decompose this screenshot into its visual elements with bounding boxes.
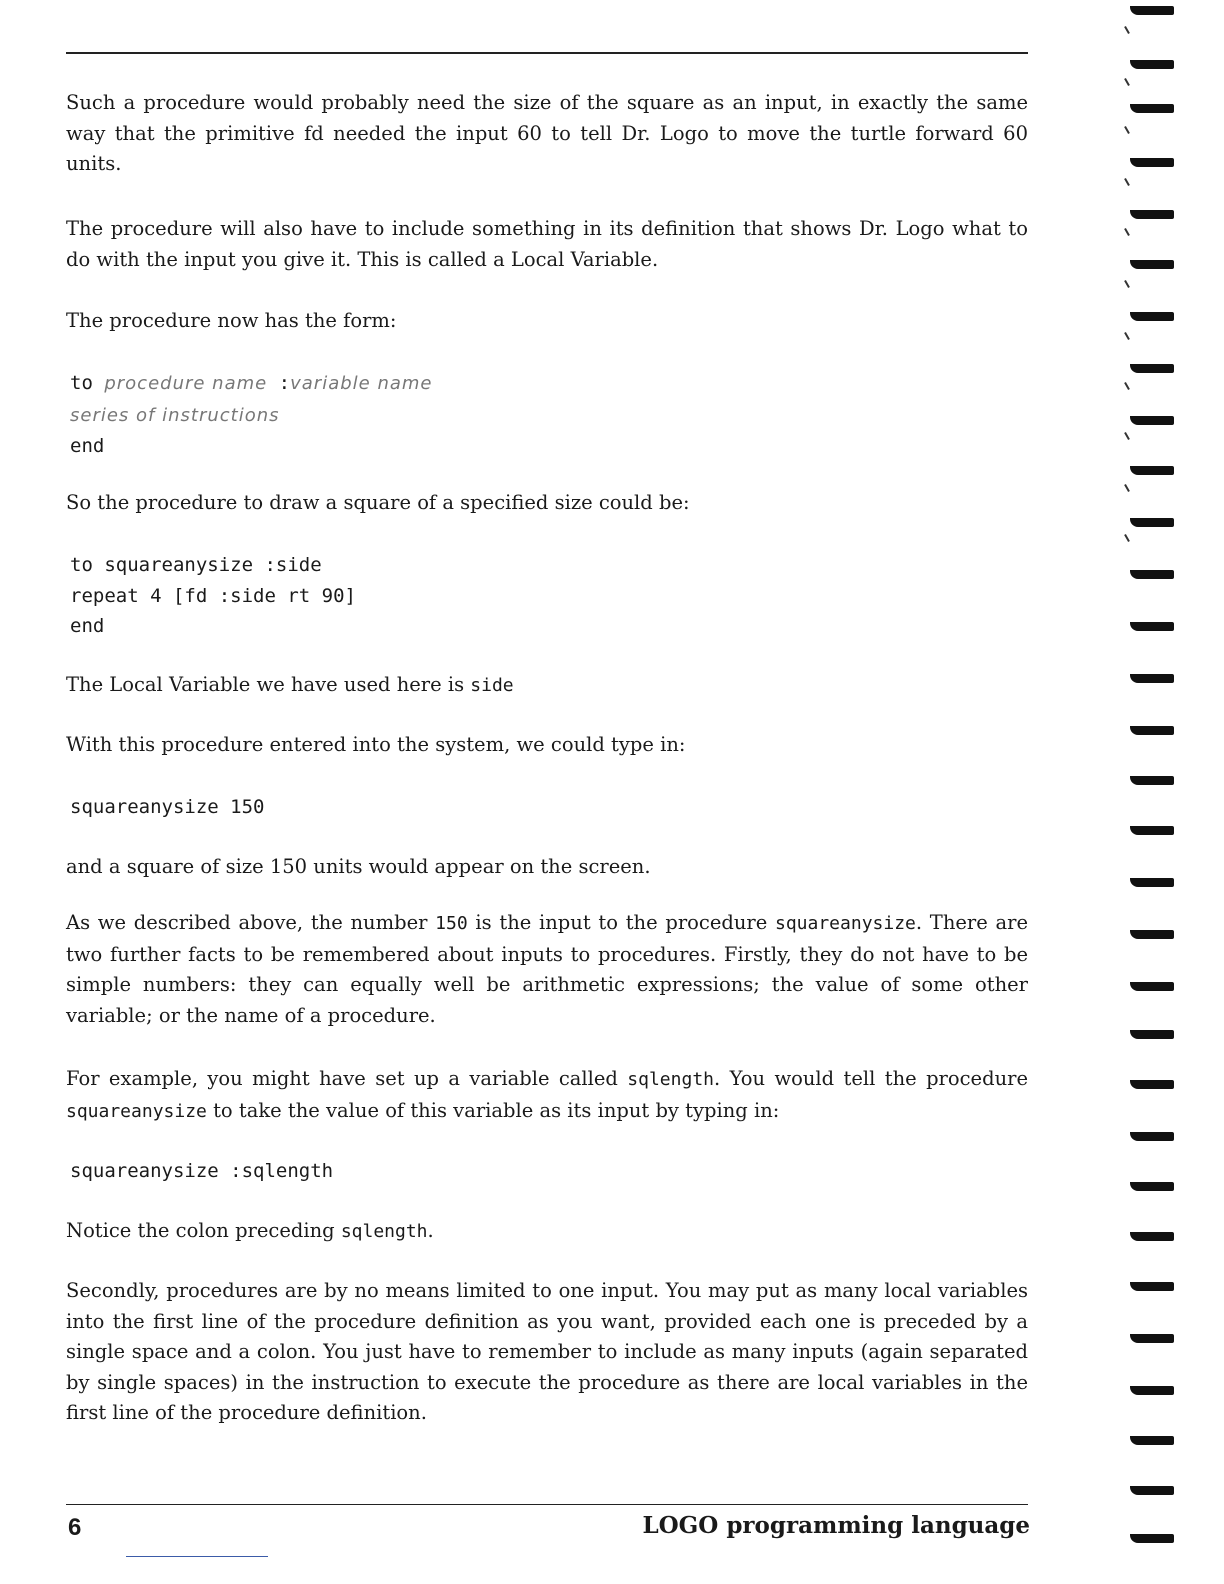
running-footer-title: LOGO programming language <box>642 1512 1030 1539</box>
binding-hole <box>1130 416 1174 425</box>
code-line: squareanysize :sqlength <box>70 1160 334 1182</box>
paragraph-2 <box>66 214 1028 275</box>
binding-hole <box>1130 826 1174 835</box>
paragraph-text: The procedure now has the form: <box>66 309 397 332</box>
paragraph-text: Such a procedure would probably need the size of the square as an input, in exactly the same way that the primitive fd needed the input 60 to tell Dr. Logo to move the turtle forward 60 units. <box>66 91 1028 175</box>
paragraph-text: So the procedure to draw a square of a specified size could be: <box>66 491 690 514</box>
binding-hole <box>1130 104 1174 113</box>
inline-code: sqlength <box>627 1069 714 1090</box>
binding-hole <box>1130 570 1174 579</box>
binding-hole <box>1130 1030 1174 1039</box>
binding-hole <box>1130 776 1174 785</box>
binding-hole <box>1130 158 1174 167</box>
binding-hole <box>1130 466 1174 475</box>
stray-line <box>126 1556 268 1557</box>
binding-hole <box>1130 1386 1174 1395</box>
binding-tick <box>1124 332 1130 340</box>
binding-tick <box>1124 228 1130 236</box>
paragraph-text: The procedure will also have to include something in its definition that shows Dr. Logo what to do with the input you give it. This is called a Local Variable. <box>66 217 1028 271</box>
binding-hole <box>1130 1534 1174 1543</box>
binding-hole <box>1130 210 1174 219</box>
paragraph-8: As we described above, the number 150 is the input to the procedure squareanysize. There are two further facts to be remembered about inputs to procedures. Firstly, they do not have to be simple numbers: they can equally well be arithmetic expressions; the value of some other variable; or the name of a procedure. <box>66 911 1028 1027</box>
binding-hole <box>1130 1486 1174 1495</box>
form-line-3: end <box>70 435 105 457</box>
procedure-form-block <box>70 368 1032 462</box>
binding-hole <box>1130 1182 1174 1191</box>
binding-hole <box>1130 726 1174 735</box>
paragraph-6 <box>66 730 1028 761</box>
binding-hole <box>1130 1080 1174 1089</box>
page-number: 6 <box>68 1514 82 1541</box>
binding-hole <box>1130 1436 1174 1445</box>
inline-code: 150 <box>435 913 468 934</box>
paragraph-11 <box>66 1276 1028 1429</box>
footer-rule <box>66 1504 1028 1505</box>
variable-name-placeholder: variable name <box>290 373 433 394</box>
paragraph-7 <box>66 852 1028 883</box>
paragraph-text: and a square of size 150 units would appear on the screen. <box>66 855 651 878</box>
binding-tick <box>1124 78 1130 86</box>
binding-hole <box>1130 260 1174 269</box>
paragraph-4 <box>66 488 1028 519</box>
binding-hole <box>1130 622 1174 631</box>
inline-code: squareanysize <box>775 913 916 934</box>
binding-hole <box>1130 930 1174 939</box>
binding-hole <box>1130 364 1174 373</box>
binding-tick <box>1124 534 1130 542</box>
code-call-2 <box>70 1156 1032 1187</box>
code-line: repeat 4 [fd :side rt 90] <box>70 584 356 607</box>
inline-code: squareanysize <box>66 1100 207 1122</box>
binding-hole <box>1130 674 1174 683</box>
code-line: end <box>70 615 105 637</box>
series-placeholder: series of instructions <box>70 404 280 426</box>
code-line: to squareanysize :side <box>70 554 322 576</box>
binding-hole <box>1130 1334 1174 1343</box>
binding-tick <box>1124 484 1130 492</box>
inline-code: sqlength <box>340 1221 428 1242</box>
paragraph-5: The Local Variable we have used here is side <box>66 673 514 696</box>
spiral-binding <box>1120 0 1224 1584</box>
code-block-square <box>70 550 1032 642</box>
paragraph-text: With this procedure entered into the system, we could type in: <box>66 733 686 756</box>
binding-tick <box>1124 432 1130 440</box>
binding-hole <box>1130 982 1174 991</box>
paragraph-text: Secondly, procedures are by no means limited to one input. You may put as many local variables into the first line of the procedure definition as you want, provided each one is preceded by a single space and a colon. You just have to remember to include as many inputs (again separated by single spaces) in the instruction to execute the procedure as there are local variables in the first line of the procedure definition. <box>66 1279 1028 1424</box>
code-line: squareanysize 150 <box>70 796 265 818</box>
binding-hole <box>1130 60 1174 69</box>
form-line-2 <box>70 400 1032 432</box>
paragraph-3 <box>66 306 1028 337</box>
binding-hole <box>1130 878 1174 887</box>
binding-hole <box>1130 1132 1174 1141</box>
inline-code: side <box>470 675 514 696</box>
binding-tick <box>1124 26 1130 34</box>
binding-tick <box>1124 280 1130 288</box>
binding-hole <box>1130 1282 1174 1291</box>
paragraph-1 <box>66 88 1028 180</box>
top-rule <box>66 52 1028 54</box>
binding-hole <box>1130 312 1174 321</box>
binding-tick <box>1124 178 1130 186</box>
paragraph-9: For example, you might have set up a variable called sqlength. You would tell the procedure squareanysize to take the value of this variable as its input by typing in: <box>66 1067 1028 1122</box>
binding-tick <box>1124 382 1130 390</box>
form-line-1: to procedure name :variable name <box>70 372 433 394</box>
procedure-name-placeholder: procedure name <box>104 373 268 394</box>
binding-hole <box>1130 1232 1174 1241</box>
code-call-1 <box>70 792 1032 823</box>
binding-hole <box>1130 6 1174 15</box>
paragraph-10: Notice the colon preceding sqlength. <box>66 1219 434 1242</box>
binding-tick <box>1124 126 1130 134</box>
binding-hole <box>1130 518 1174 527</box>
